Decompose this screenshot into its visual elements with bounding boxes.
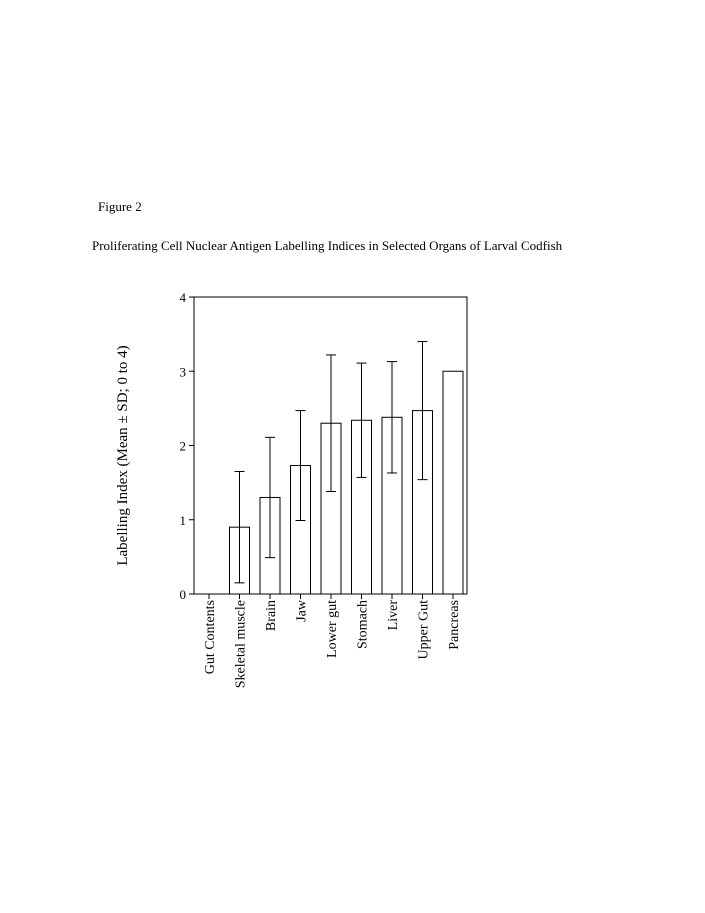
x-category-label: Jaw — [294, 600, 310, 622]
y-tick-label: 4 — [179, 290, 186, 305]
y-axis-label: Labelling Index (Mean ± SD; 0 to 4) — [115, 345, 131, 566]
y-tick-label: 3 — [179, 364, 186, 380]
y-tick-label: 2 — [179, 438, 186, 454]
x-category-label: Upper Gut — [416, 600, 432, 660]
y-tick-label: 0 — [179, 587, 186, 602]
x-category-label: Liver — [386, 600, 401, 631]
x-category-label: Lower gut — [325, 600, 340, 658]
x-category-label: Gut Contents — [203, 600, 218, 675]
y-tick-label: 1 — [179, 512, 186, 528]
x-axis-ticks — [203, 594, 462, 688]
figure-label: Figure 2 — [98, 199, 142, 214]
figure-title: Proliferating Cell Nuclear Antigen Labelling Indices in Selected Organs of Larval Codfish — [92, 238, 563, 253]
bar — [443, 371, 463, 594]
x-category-label: Pancreas — [447, 600, 462, 650]
x-category-label: Skeletal muscle — [233, 600, 249, 689]
x-category-label: Stomach — [355, 600, 371, 649]
y-axis-ticks — [180, 290, 195, 602]
x-category-label: Brain — [264, 600, 279, 632]
bars-layer — [230, 371, 464, 594]
